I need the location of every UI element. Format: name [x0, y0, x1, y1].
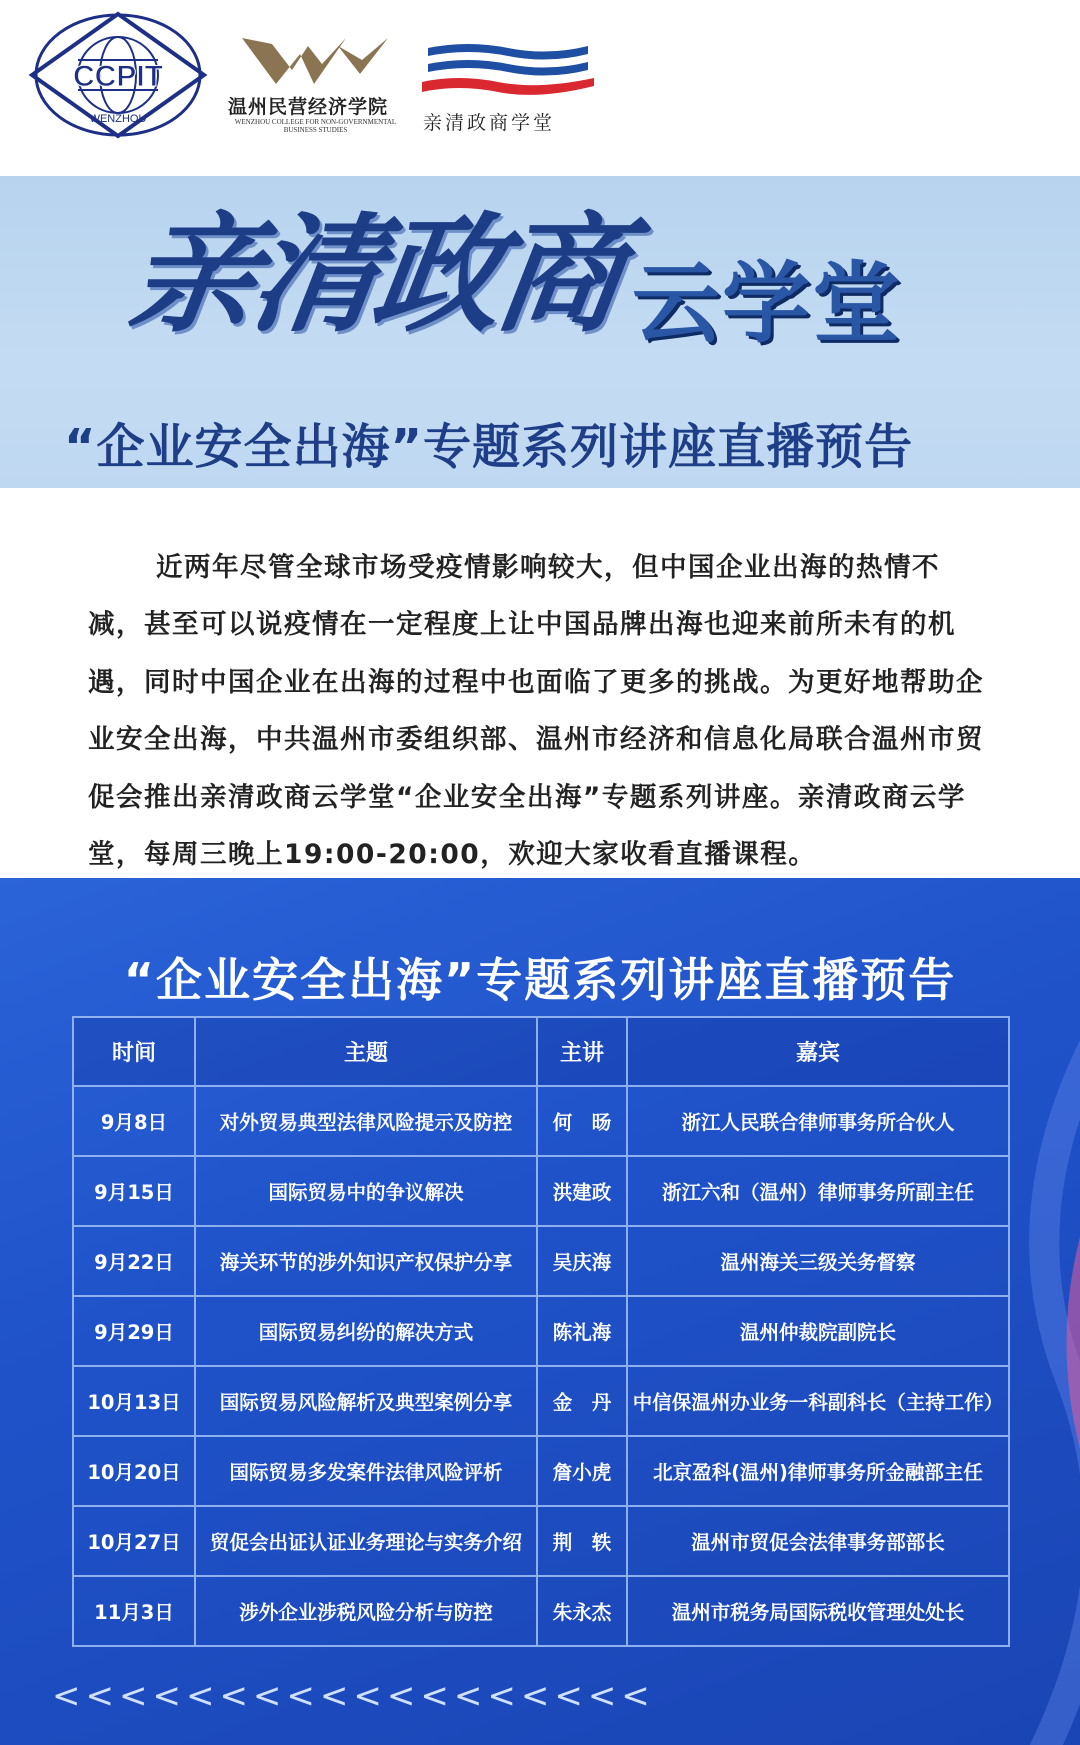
banner-subtitle: “企业安全出海”专题系列讲座直播预告	[64, 419, 914, 475]
cell-speaker: 金 丹	[537, 1366, 627, 1436]
cloud-title: 云学堂	[632, 252, 903, 355]
ccpit-city-text: WENZHOU	[89, 113, 147, 125]
table-row	[73, 1366, 1009, 1436]
cell-guest: 温州海关三级关务督察	[627, 1226, 1009, 1296]
table-row	[73, 1156, 1009, 1226]
cell-guest: 浙江六和（温州）律师事务所副主任	[627, 1156, 1009, 1226]
cell-guest: 浙江人民联合律师事务所合伙人	[627, 1086, 1009, 1156]
qinqing-mark-icon	[418, 38, 598, 104]
cell-speaker: 洪建政	[537, 1156, 627, 1226]
cell-topic: 国际贸易中的争议解决	[195, 1156, 537, 1226]
cell-topic: 国际贸易多发案件法律风险评析	[195, 1436, 537, 1506]
wenzhou-college-logo	[228, 34, 398, 139]
cell-topic: 贸促会出证认证业务理论与实务介绍	[195, 1506, 537, 1576]
college-name-cn: 温州民营经济学院	[228, 96, 389, 118]
logo-strip	[0, 0, 1080, 176]
brush-title: 亲清政商	[119, 200, 630, 350]
intro-paragraph: 近两年尽管全球市场受疫情影响较大，但中国企业出海的热情不减，甚至可以说疫情在一定程度上让中国品牌出海也迎来前所未有的机遇，同时中国企业在出海的过程中也面临了更多的挑战。为更好地帮助企业安全出海，中共温州市委组织部、温州市经济和信息化局联合温州市贸促会推出亲清政商云学堂“企业安全出海”专题系列讲座。亲清政商云学堂，每周三晚上19:00-20:00，欢迎大家收看直播课程。	[88, 551, 984, 870]
schedule-section	[0, 878, 1080, 1745]
cell-time: 10月20日	[73, 1436, 195, 1506]
cell-speaker: 朱永杰	[537, 1576, 627, 1646]
table-row	[73, 1296, 1009, 1366]
cell-time: 10月13日	[73, 1366, 195, 1436]
cell-topic: 涉外企业涉税风险分析与防控	[195, 1576, 537, 1646]
table-row	[73, 1576, 1009, 1646]
cell-topic: 国际贸易风险解析及典型案例分享	[195, 1366, 537, 1436]
table-row	[73, 1226, 1009, 1296]
header-guest: 嘉宾	[627, 1017, 1009, 1086]
college-name-en: WENZHOU COLLEGE FOR NON-GOVERNMENTAL BUSINESS STUDIES	[234, 118, 397, 134]
cell-topic: 国际贸易纠纷的解决方式	[195, 1296, 537, 1366]
cell-guest: 温州市贸促会法律事务部部长	[627, 1506, 1009, 1576]
cell-time: 10月27日	[73, 1506, 195, 1576]
ccpit-logo-text: CCPIT	[73, 60, 163, 93]
cell-speaker: 詹小虎	[537, 1436, 627, 1506]
cell-speaker: 何 旸	[537, 1086, 627, 1156]
college-mark-icon	[242, 34, 392, 90]
schedule-table	[72, 1016, 1010, 1647]
table-row	[73, 1506, 1009, 1576]
header-speaker: 主讲	[537, 1017, 627, 1086]
qinqing-logo-text: 亲清政商学堂	[423, 112, 556, 134]
table-row	[73, 1086, 1009, 1156]
ccpit-logo	[28, 10, 208, 140]
cell-topic: 对外贸易典型法律风险提示及防控	[195, 1086, 537, 1156]
qinqing-logo	[418, 38, 598, 138]
cell-time: 9月8日	[73, 1086, 195, 1156]
cell-time: 9月29日	[73, 1296, 195, 1366]
header-time: 时间	[73, 1017, 195, 1086]
cell-guest: 温州市税务局国际税收管理处处长	[627, 1576, 1009, 1646]
cell-guest: 北京盈科(温州)律师事务所金融部主任	[627, 1436, 1009, 1506]
cell-topic: 海关环节的涉外知识产权保护分享	[195, 1226, 537, 1296]
chevron-decoration-icon: <<<<<<<<<<<<<<<<<<	[52, 1676, 655, 1716]
header-topic: 主题	[195, 1017, 537, 1086]
cell-guest: 温州仲裁院副院长	[627, 1296, 1009, 1366]
cell-speaker: 荆 轶	[537, 1506, 627, 1576]
cell-time: 11月3日	[73, 1576, 195, 1646]
cell-speaker: 陈礼海	[537, 1296, 627, 1366]
table-header-row	[73, 1017, 1009, 1086]
table-row	[73, 1436, 1009, 1506]
cell-time: 9月15日	[73, 1156, 195, 1226]
cell-time: 9月22日	[73, 1226, 195, 1296]
cell-guest: 中信保温州办业务一科副科长（主持工作）	[627, 1366, 1009, 1436]
cell-speaker: 吴庆海	[537, 1226, 627, 1296]
schedule-title: “企业安全出海”专题系列讲座直播预告	[123, 953, 957, 1007]
